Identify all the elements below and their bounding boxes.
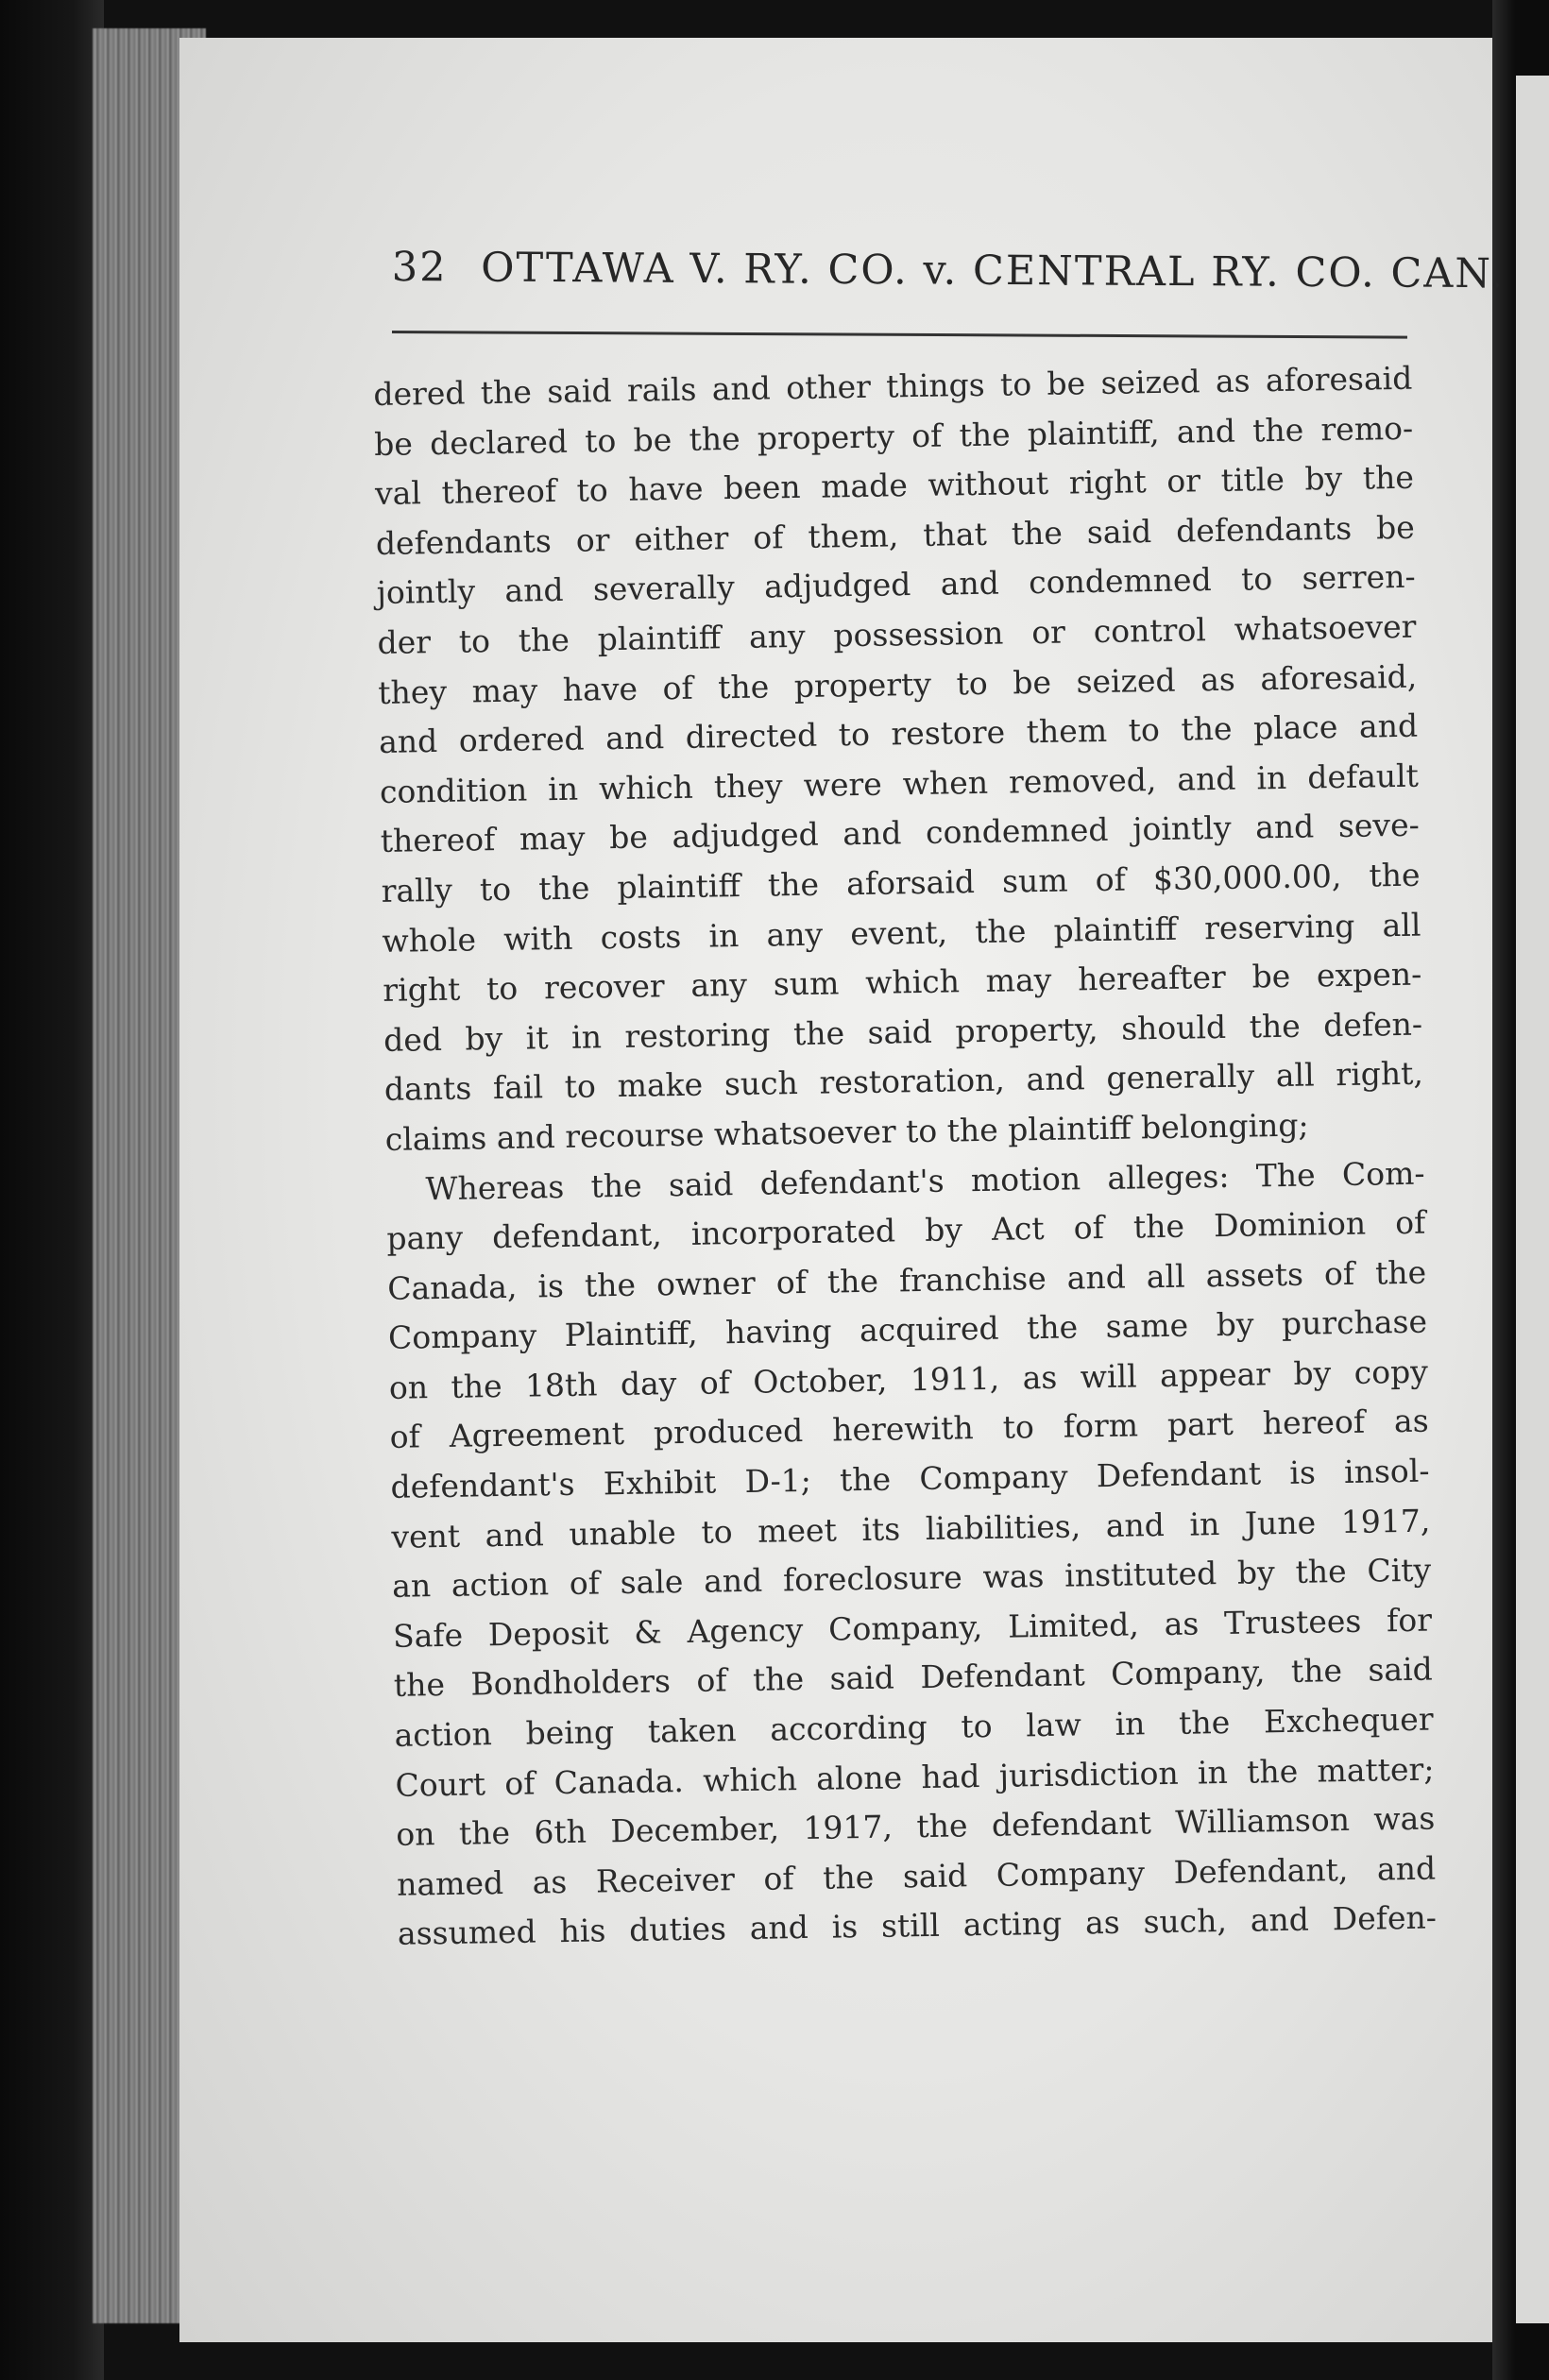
text-line: Company Plaintiff, having acquired the same by purchase bbox=[387, 1302, 1428, 1357]
text-line: der to the plaintiff any possession or control whatsoever bbox=[377, 607, 1417, 661]
text-line: of Agreement produced herewith to form part hereof as bbox=[389, 1402, 1429, 1456]
text-line: the Bondholders of the said Defendant Company, the said bbox=[393, 1650, 1434, 1705]
text-line: an action of sale and foreclosure was instituted by the City bbox=[391, 1551, 1432, 1606]
text-line: right to recover any sum which may hereafter be expen- bbox=[383, 955, 1422, 1010]
text-line: thereof may be adjudged and condemned jointly and seve- bbox=[380, 807, 1421, 860]
text-line: val thereof to have been made without right or title by the bbox=[374, 458, 1415, 513]
text-line: vent and unable to meet its liabilities, and in June 1917, bbox=[391, 1502, 1431, 1556]
facing-page-edge bbox=[1516, 76, 1549, 2323]
running-title: OTTAWA V. RY. CO. v. CENTRAL RY. CO. CAN. bbox=[481, 244, 1506, 298]
text-line: defendants or either of them, that the said defendants be bbox=[375, 508, 1416, 562]
text-line: pany defendant, incorporated by Act of the Dominion of bbox=[386, 1203, 1426, 1257]
text-line: on the 18th day of October, 1911, as will appear by copy bbox=[388, 1352, 1429, 1406]
body-text bbox=[373, 354, 1437, 1960]
text-line: Canada, is the owner of the franchise and all assets of the bbox=[386, 1253, 1427, 1307]
text-line: and ordered and directed to restore them to the place and bbox=[378, 706, 1419, 761]
text-line: named as Receiver of the said Company Defendant, and bbox=[396, 1849, 1437, 1903]
text-line: jointly and severally adjudged and condemned to serren- bbox=[376, 558, 1416, 612]
film-border-left bbox=[0, 0, 104, 2380]
text-line: ded by it in restoring the said property, should the defen- bbox=[383, 1005, 1423, 1059]
page-number: 32 bbox=[391, 244, 448, 292]
text-line: be declared to be the property of the plaintiff, and the remo- bbox=[373, 409, 1414, 463]
text-line: Whereas the said defendant's motion alleges: The Com- bbox=[425, 1154, 1425, 1207]
text-line: rally to the plaintiff the aforsaid sum of $30,000.00, the bbox=[381, 856, 1421, 910]
text-line: Court of Canada. which alone had jurisdiction in the matter; bbox=[395, 1750, 1435, 1804]
text-line: they may have of the property to be seized as aforesaid, bbox=[378, 657, 1418, 711]
text-line: condition in which they were when removed, and in default bbox=[379, 756, 1420, 810]
text-line: whole with costs in any event, the plaintiff reserving all bbox=[382, 906, 1421, 960]
text-line: action being taken according to law in the Exchequer bbox=[394, 1700, 1434, 1754]
text-line: claims and recourse whatsoever to the plaintiff belonging; bbox=[384, 1106, 1309, 1158]
text-line: dered the said rails and other things to be seized as aforesaid bbox=[373, 359, 1413, 413]
text-line: assumed his duties and is still acting as such, and Defen- bbox=[397, 1898, 1438, 1953]
text-line: Safe Deposit & Agency Company, Limited, as Trustees for bbox=[392, 1601, 1433, 1655]
text-line: dants fail to make such restoration, and generally all right, bbox=[383, 1054, 1424, 1109]
text-line: on the 6th December, 1917, the defendant Williamson was bbox=[396, 1799, 1436, 1854]
text-line: defendant's Exhibit D-1; the Company Defendant is insol- bbox=[390, 1452, 1430, 1505]
running-header bbox=[391, 244, 1506, 298]
